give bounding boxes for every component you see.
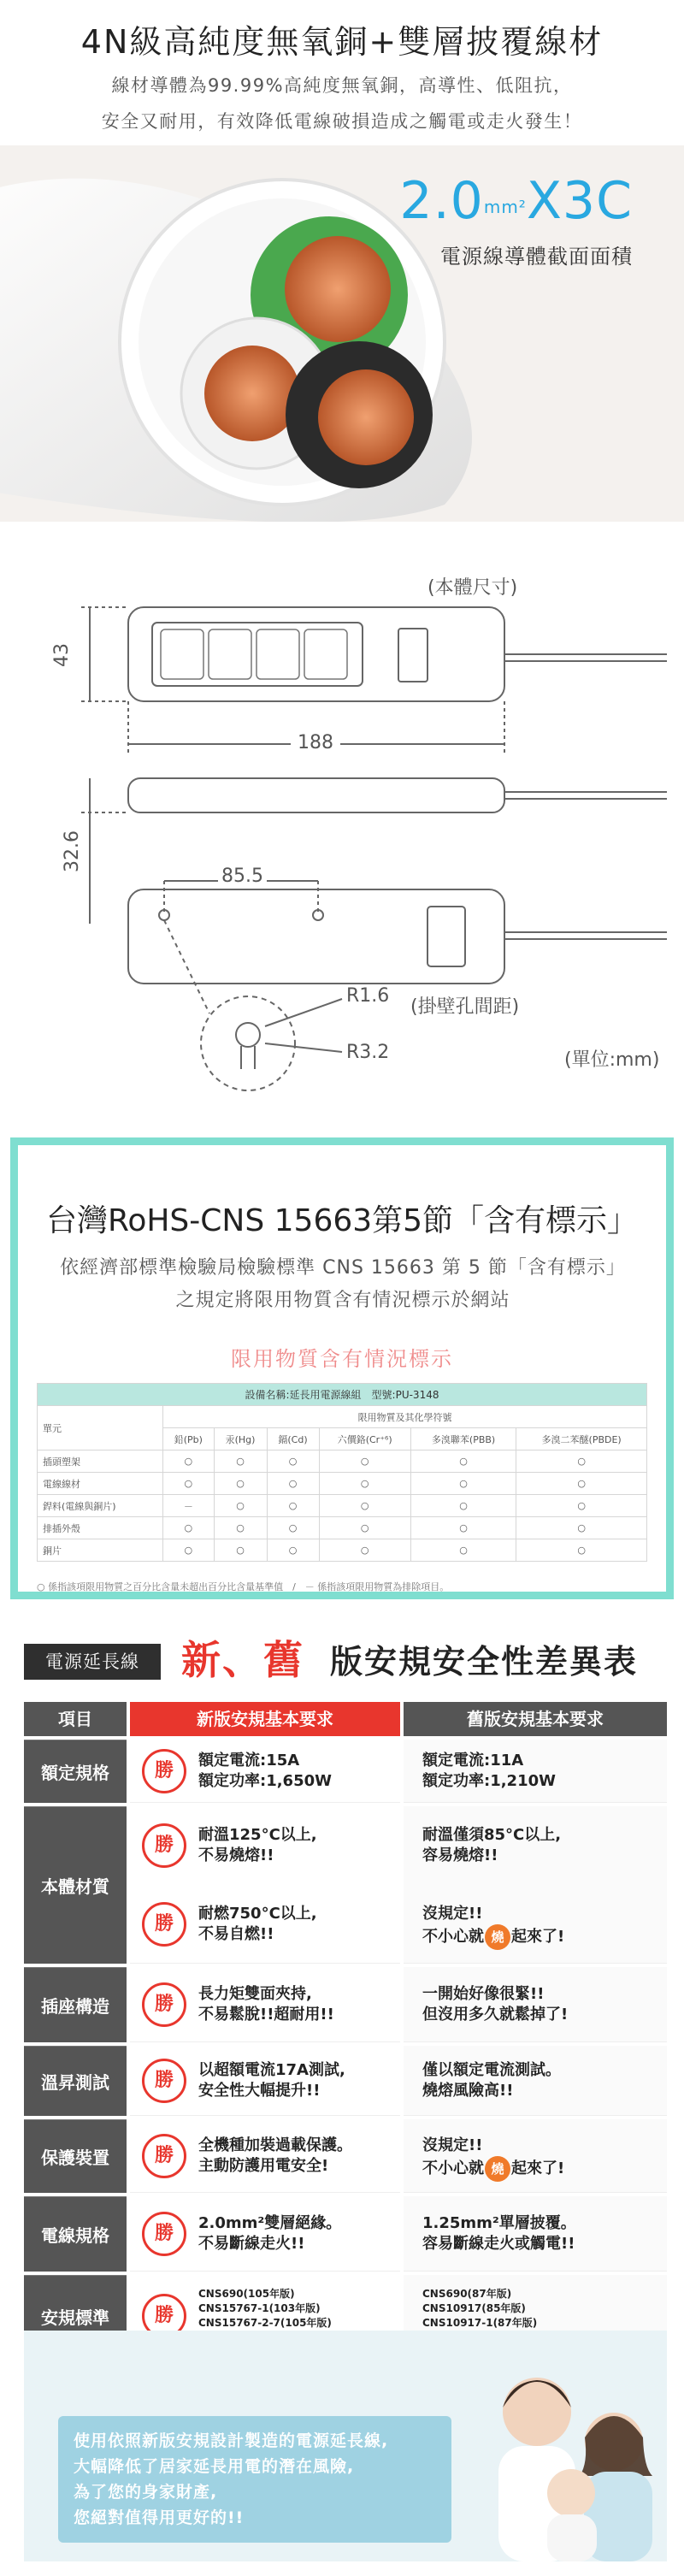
rohs-column-header: 多溴聯苯(PBB) xyxy=(410,1428,516,1450)
new-spec-cell xyxy=(130,2046,400,2116)
rohs-cell: ○ xyxy=(516,1539,647,1562)
rohs-cell: ○ xyxy=(410,1450,516,1473)
body-size-label: (本體尺寸) xyxy=(428,577,518,599)
comparison-title: 版安規安全性差異表 xyxy=(330,1643,639,1681)
old-spec-text-main: 額定電流:11A 額定功率:1,210W xyxy=(422,1752,556,1790)
rohs-cell: ○ xyxy=(214,1473,267,1495)
family-banner xyxy=(24,2331,667,2561)
old-spec-cell xyxy=(404,1967,667,2042)
rohs-cell: ○ xyxy=(214,1450,267,1473)
new-spec-cell xyxy=(130,1740,400,1803)
old-spec-cell xyxy=(404,2046,667,2116)
rohs-table-title: 設備名稱:延長用電源線組 型號:PU-3148 xyxy=(38,1384,647,1406)
comparison-row-label: 保護裝置 xyxy=(24,2119,127,2193)
old-spec-text xyxy=(422,2213,576,2254)
rohs-cell: ○ xyxy=(516,1517,647,1539)
copper-desc-line1: 線材導體為99.99%高純度無氧銅，高導性、低阻抗， xyxy=(111,75,573,96)
old-spec-cell xyxy=(404,1740,667,1803)
header-old: 舊版安規基本要求 xyxy=(404,1702,667,1736)
rohs-column-header: 汞(Hg) xyxy=(214,1428,267,1450)
conductor-spec-label: 電源線導體截面面積 xyxy=(440,245,633,269)
rohs-cell: ○ xyxy=(163,1450,214,1473)
rohs-cell: ○ xyxy=(516,1473,647,1495)
comparison-row-label: 安規標準 xyxy=(24,2275,127,2357)
spec-number: 2.0 xyxy=(399,171,484,231)
old-spec-text-main: 1.25mm²單層披覆。 容易斷線走火或觸電!! xyxy=(422,2214,576,2253)
comparison-row-label: 插座構造 xyxy=(24,1967,127,2042)
power-strip-drawing xyxy=(0,547,684,1103)
spec-unit: mm² xyxy=(483,197,527,217)
old-spec-text-main: CNS690(87年版) CNS10917(85年版) CNS10917-1(87年版) xyxy=(422,2288,538,2329)
rohs-section xyxy=(10,1137,674,1599)
depth-dimension: 32.6 xyxy=(62,830,83,872)
comparison-row-label: 額定規格 xyxy=(24,1740,127,1803)
rohs-column-header: 六價鉻(Cr⁺⁶) xyxy=(319,1428,410,1450)
hole-distance-dimension: 85.5 xyxy=(218,866,267,887)
rohs-cell: ○ xyxy=(410,1539,516,1562)
rohs-cell: － xyxy=(163,1495,214,1517)
table-row xyxy=(38,1450,647,1473)
table-row xyxy=(38,1473,647,1495)
old-spec-text xyxy=(422,1904,564,1950)
rohs-cell: ○ xyxy=(319,1539,410,1562)
rohs-row-name: 銲料(電線與銅片) xyxy=(38,1495,163,1517)
new-spec-text: 耐溫125°C以上, 不易燒熔!! xyxy=(198,1826,317,1864)
win-badge-icon: 勝 xyxy=(142,2212,186,2256)
win-badge-icon: 勝 xyxy=(142,1749,186,1793)
rohs-cell: ○ xyxy=(319,1495,410,1517)
rohs-note: ○ 係指該項限用物質之百分比含量未超出百分比含量基準值 / － 係指該項限用物質為排除項目。 xyxy=(37,1581,450,1592)
old-spec-text-main: 僅以額定電流測試。 燒熔風險高!! xyxy=(422,2061,561,2100)
fire-icon: 燒 xyxy=(485,1924,510,1950)
rohs-row-name: 排插外殼 xyxy=(38,1517,163,1539)
rohs-cell: ○ xyxy=(163,1517,214,1539)
win-badge-icon: 勝 xyxy=(142,2134,186,2178)
new-spec-text: 全機種加裝過載保護。 主動防護用電安全! xyxy=(198,2136,352,2175)
old-spec-suffix: 起來了! xyxy=(511,2159,565,2177)
old-spec-text-main: 沒規定!! 不小心就 xyxy=(422,2136,484,2177)
rohs-cell: ○ xyxy=(267,1539,319,1562)
new-spec-text: 耐燃750°C以上, 不易自燃!! xyxy=(198,1905,317,1943)
rohs-column-header: 鎘(Cd) xyxy=(267,1428,319,1450)
new-spec-text: 以超額電流17A測試, 安全性大幅提升!! xyxy=(198,2061,345,2100)
new-spec-cell xyxy=(130,1967,400,2042)
rohs-cell: ○ xyxy=(267,1473,319,1495)
old-spec-text-main: 沒規定!! 不小心就 xyxy=(422,1905,484,1946)
table-row xyxy=(38,1495,647,1517)
rohs-cell: ○ xyxy=(319,1473,410,1495)
new-spec-cell xyxy=(130,1806,400,1964)
header-item: 項目 xyxy=(24,1702,127,1736)
hole-distance-label: (掛壁孔間距) xyxy=(410,996,520,1018)
rohs-description: 依經濟部標準檢驗局檢驗標準 CNS 15663 第 5 節「含有標示」之規定將限用物質含有情況標示於網站 xyxy=(60,1257,626,1311)
rohs-unit-header: 單元 xyxy=(38,1406,163,1450)
rohs-cell: ○ xyxy=(214,1539,267,1562)
old-spec-text-main: 一開始好像很緊!! 但沒用多久就鬆掉了! xyxy=(422,1985,569,2024)
new-spec-text: 2.0mm²雙層絕緣。 不易斷線走火!! xyxy=(198,2214,342,2253)
comparison-tag: 電源延長線 xyxy=(24,1644,161,1680)
new-spec-text: 額定電流:15A 額定功率:1,650W xyxy=(198,1752,332,1790)
rohs-cell: ○ xyxy=(267,1517,319,1539)
win-badge-icon: 勝 xyxy=(142,1902,186,1947)
comparison-row-label: 溫昇測試 xyxy=(24,2046,127,2116)
conductor-spec-value xyxy=(399,171,633,231)
old-spec-cell xyxy=(404,2196,667,2272)
table-row xyxy=(38,1517,647,1539)
radius-large-label: R3.2 xyxy=(346,1042,390,1063)
rohs-cell: ○ xyxy=(410,1517,516,1539)
section-title-copper: 4N級高純度無氧銅+雙層披覆線材 xyxy=(80,23,604,61)
rohs-group-header: 限用物質及其化學符號 xyxy=(163,1406,647,1428)
length-dimension: 188 xyxy=(291,732,340,753)
rohs-cell: ○ xyxy=(214,1495,267,1517)
family-message: 使用依照新版安規設計製造的電源延長線, 大幅降低了居家延長用電的潛在風險, 為了您的身家財產, 您絕對值得用更好的!! xyxy=(58,2416,451,2543)
table-row xyxy=(38,1539,647,1562)
win-badge-icon: 勝 xyxy=(142,1982,186,2027)
dimension-drawing xyxy=(0,547,684,1103)
rohs-cell: ○ xyxy=(410,1495,516,1517)
rohs-cell: ○ xyxy=(516,1495,647,1517)
rohs-cell: ○ xyxy=(163,1539,214,1562)
rohs-row-name: 銅片 xyxy=(38,1539,163,1562)
old-spec-text-main: 耐溫僅須85°C以上, 容易燒熔!! xyxy=(422,1826,562,1864)
old-spec-cell xyxy=(404,2119,667,2193)
height-dimension: 43 xyxy=(51,643,73,667)
old-spec-text xyxy=(422,1751,556,1792)
rohs-title: 台灣RoHS-CNS 15663第5節「含有標示」 xyxy=(45,1203,639,1238)
fire-icon: 燒 xyxy=(485,2156,510,2182)
copper-desc-line2: 安全又耐用，有效降低電線破損造成之觸電或走火發生！ xyxy=(101,111,583,132)
rohs-table xyxy=(37,1383,647,1562)
rohs-row-name: 電線線材 xyxy=(38,1473,163,1495)
cable-cross-section-image xyxy=(0,145,684,522)
old-spec-suffix: 起來了! xyxy=(511,1928,565,1946)
new-spec-cell xyxy=(130,2119,400,2193)
rohs-cell: ○ xyxy=(267,1495,319,1517)
radius-small-label: R1.6 xyxy=(346,985,390,1007)
new-spec-cell xyxy=(130,2196,400,2272)
old-spec-cell xyxy=(404,1806,667,1964)
new-spec-text: CNS690(105年版) CNS15767-1(103年版) CNS15767-2-7(105年版) xyxy=(198,2288,332,2329)
rohs-cell: ○ xyxy=(163,1473,214,1495)
rohs-column-header: 多溴二苯醚(PBDE) xyxy=(516,1428,647,1450)
spec-suffix: X3C xyxy=(526,171,633,231)
rohs-cell: ○ xyxy=(410,1473,516,1495)
old-spec-text xyxy=(422,2060,561,2101)
comparison-row-label: 電線規格 xyxy=(24,2196,127,2272)
win-badge-icon: 勝 xyxy=(142,1823,186,1868)
rohs-column-header: 鉛(Pb) xyxy=(163,1428,214,1450)
win-badge-icon: 勝 xyxy=(142,2059,186,2103)
win-badge-icon: 勝 xyxy=(142,2294,186,2338)
rohs-cell: ○ xyxy=(516,1450,647,1473)
rohs-row-name: 插頭塑架 xyxy=(38,1450,163,1473)
old-spec-text xyxy=(422,2136,564,2182)
rohs-subtitle: 限用物質含有情況標示 xyxy=(231,1347,453,1371)
new-spec-text: 長力矩雙面夾持, 不易鬆脫!!超耐用!! xyxy=(198,1985,334,2024)
comparison-title-highlight: 新、舊 xyxy=(181,1637,304,1683)
rohs-cell: ○ xyxy=(267,1450,319,1473)
rohs-cell: ○ xyxy=(214,1517,267,1539)
rohs-cell: ○ xyxy=(319,1450,410,1473)
old-spec-text xyxy=(422,1984,568,2025)
rohs-cell: ○ xyxy=(319,1517,410,1539)
header-new: 新版安規基本要求 xyxy=(130,1702,400,1736)
comparison-row-label: 本體材質 xyxy=(24,1806,127,1964)
old-spec-text xyxy=(422,1825,561,1866)
unit-label: (單位:mm) xyxy=(564,1049,660,1071)
